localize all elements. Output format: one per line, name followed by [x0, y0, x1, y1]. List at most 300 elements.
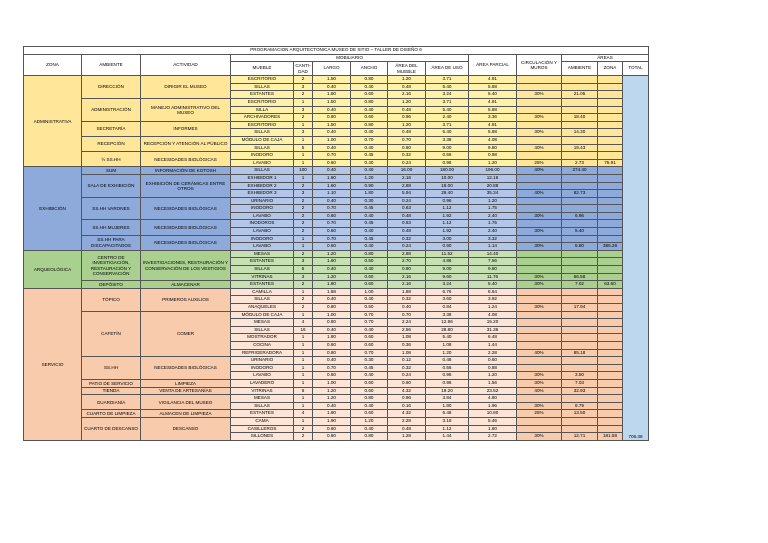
cell-area-mueble: 2.16 — [388, 281, 426, 289]
cell-cantidad: 3 — [294, 83, 313, 91]
cell-area-uso: 9.00 — [426, 266, 469, 274]
cell-area-ambiente — [562, 334, 598, 342]
cell-area-mueble: 5.94 — [388, 190, 426, 198]
cell-mueble: EXHIBIDOR 1 — [231, 174, 294, 182]
cell-area-uso: 11.52 — [426, 250, 469, 258]
cell-largo: 0.80 — [313, 319, 351, 327]
cell-area-parcial: 6.48 — [469, 334, 517, 342]
cell-cantidad: 2 — [294, 220, 313, 228]
cell-area-parcial: 196.00 — [469, 167, 517, 175]
cell-area-uso: 6.48 — [426, 410, 469, 418]
cell-cantidad: 2 — [294, 250, 313, 258]
cell-area-uso: 1.12 — [426, 220, 469, 228]
table-row — [24, 98, 649, 106]
cell-area-ambiente: 17.94 — [562, 304, 598, 312]
cell-area-zona — [598, 106, 623, 114]
cell-area-uso: 0.96 — [426, 197, 469, 205]
cell-largo: 0.70 — [313, 152, 351, 160]
cell-area-ambiente — [562, 296, 598, 304]
cell-ancho: 0.80 — [351, 395, 388, 403]
cell-area-parcial: 5.46 — [469, 417, 517, 425]
table-row — [24, 235, 649, 243]
cell-area-zona — [598, 334, 623, 342]
zone-name: SERVICIO — [24, 288, 82, 440]
cell-area-zona — [598, 304, 623, 312]
cell-area-ambiente — [562, 357, 598, 365]
cell-ancho: 0.60 — [351, 379, 388, 387]
cell-cantidad: 1 — [294, 372, 313, 380]
cell-area-zona — [598, 152, 623, 160]
cell-area-parcial: 1.24 — [469, 304, 517, 312]
cell-area-ambiente — [562, 174, 598, 182]
cell-area-zona — [598, 76, 623, 84]
cell-area-ambiente: 85.18 — [562, 349, 598, 357]
cell-area-ambiente — [562, 326, 598, 334]
cell-area-mueble: 0.60 — [388, 379, 426, 387]
cell-area-zona — [598, 197, 623, 205]
actividad-name: PRIMEROS AUXILIOS — [141, 288, 231, 311]
cell-largo: 1.20 — [313, 395, 351, 403]
cell-area-mueble: 0.32 — [388, 235, 426, 243]
cell-cantidad: 2 — [294, 182, 313, 190]
table-row — [24, 220, 649, 228]
cell-circulacion: 30% — [517, 372, 562, 380]
cell-cantidad: 2 — [294, 296, 313, 304]
cell-ancho: 0.30 — [351, 357, 388, 365]
cell-largo: 0.70 — [313, 235, 351, 243]
cell-area-zona — [598, 417, 623, 425]
actividad-name: NECESIDADES BIOLÓGICAS — [141, 220, 231, 235]
cell-mueble: LAVABO — [231, 159, 294, 167]
cell-area-mueble: 1.88 — [388, 288, 426, 296]
cell-cantidad: 1 — [294, 379, 313, 387]
cell-area-mueble: 0.63 — [388, 220, 426, 228]
cell-area-parcial: 1.14 — [469, 243, 517, 251]
header-ambiente: AMBIENTE — [82, 54, 141, 76]
cell-area-parcial: 5.88 — [469, 129, 517, 137]
cell-area-ambiente: 7.02 — [562, 281, 598, 289]
cell-cantidad: 6 — [294, 387, 313, 395]
cell-largo: 0.80 — [313, 114, 351, 122]
cell-largo: 1.50 — [313, 76, 351, 84]
cell-area-parcial: 4.91 — [469, 76, 517, 84]
cell-circulacion — [517, 250, 562, 258]
cell-circulacion — [517, 266, 562, 274]
cell-mueble: INODORO — [231, 152, 294, 160]
cell-ancho: 0.40 — [351, 144, 388, 152]
ambiente-name: PATIO DE SERVICIO — [82, 379, 141, 387]
cell-area-zona — [598, 114, 623, 122]
cell-mueble: SILLAS — [231, 266, 294, 274]
cell-area-zona — [598, 379, 623, 387]
cell-cantidad: 1 — [294, 152, 313, 160]
cell-area-mueble: 1.20 — [388, 121, 426, 129]
cell-area-uso: 1.80 — [426, 402, 469, 410]
cell-largo: 1.00 — [313, 379, 351, 387]
cell-area-zona — [598, 144, 623, 152]
cell-ancho: 0.60 — [351, 273, 388, 281]
table-row — [24, 410, 649, 418]
cell-cantidad: 1 — [294, 159, 313, 167]
cell-cantidad: 16 — [294, 326, 313, 334]
cell-mueble: MESAS — [231, 395, 294, 403]
ambiente-name: SUM — [82, 167, 141, 175]
actividad-name: COMER — [141, 311, 231, 357]
header-zona: ZONA — [24, 54, 82, 76]
table-row — [24, 379, 649, 387]
cell-cantidad: 2 — [294, 304, 313, 312]
cell-area-mueble: 1.08 — [388, 349, 426, 357]
cell-circulacion — [517, 296, 562, 304]
cell-cantidad: 2 — [294, 205, 313, 213]
cell-area-parcial: 3.32 — [469, 235, 517, 243]
cell-ancho: 0.40 — [351, 296, 388, 304]
cell-area-parcial: 23.52 — [469, 387, 517, 395]
cell-area-parcial: 11.76 — [469, 273, 517, 281]
table-row — [24, 167, 649, 175]
cell-circulacion: 30% — [517, 304, 562, 312]
cell-cantidad: 4 — [294, 319, 313, 327]
cell-ancho: 0.40 — [351, 326, 388, 334]
cell-area-zona: 385.29 — [598, 243, 623, 251]
cell-area-zona — [598, 121, 623, 129]
cell-ancho: 0.60 — [351, 410, 388, 418]
cell-ancho: 0.45 — [351, 152, 388, 160]
cell-area-ambiente: 6.96 — [562, 212, 598, 220]
cell-area-zona — [598, 288, 623, 296]
cell-mueble: URINARIO — [231, 197, 294, 205]
cell-area-uso: 0.96 — [426, 372, 469, 380]
cell-area-ambiente: 13.50 — [562, 410, 598, 418]
cell-largo: 0.70 — [313, 205, 351, 213]
cell-area-mueble: 2.88 — [388, 250, 426, 258]
cell-area-uso: 9.60 — [426, 273, 469, 281]
cell-largo: 0.80 — [313, 349, 351, 357]
cell-mueble: ESTANTES — [231, 258, 294, 266]
cell-mueble: COCINA — [231, 341, 294, 349]
cell-area-ambiente — [562, 364, 598, 372]
cell-area-parcial: 4.91 — [469, 121, 517, 129]
cell-area-parcial: 4.80 — [469, 395, 517, 403]
cell-circulacion — [517, 258, 562, 266]
cell-area-uso: 3.24 — [426, 281, 469, 289]
cell-largo: 0.60 — [313, 159, 351, 167]
cell-largo: 0.60 — [313, 228, 351, 236]
cell-ancho: 1.20 — [351, 174, 388, 182]
cell-circulacion — [517, 357, 562, 365]
cell-area-uso: 3.71 — [426, 76, 469, 84]
cell-area-ambiente: 5.40 — [562, 228, 598, 236]
cell-area-mueble: 4.32 — [388, 410, 426, 418]
cell-ancho: 1.80 — [351, 190, 388, 198]
cell-ancho: 0.45 — [351, 364, 388, 372]
cell-largo: 1.80 — [313, 334, 351, 342]
cell-area-zona — [598, 357, 623, 365]
cell-area-ambiente — [562, 266, 598, 274]
ambiente-name: CENTRO DE INVESTIGACIÓN, RESTAURACIÓN Y CONSERVACIÓN — [82, 250, 141, 280]
cell-area-ambiente — [562, 152, 598, 160]
cell-area-uso: 5.40 — [426, 129, 469, 137]
cell-area-mueble: 2.56 — [388, 326, 426, 334]
cell-cantidad: 1 — [294, 417, 313, 425]
cell-area-uso: 3.60 — [426, 296, 469, 304]
cell-mueble: SILLAS — [231, 129, 294, 137]
cell-area-uso: 0.84 — [426, 304, 469, 312]
cell-area-parcial: 2.72 — [469, 433, 517, 441]
cell-area-zona — [598, 319, 623, 327]
actividad-name: MANEJO ADMINISTRATIVO DEL MUSEO — [141, 98, 231, 121]
cell-area-ambiente — [562, 417, 598, 425]
cell-area-zona — [598, 296, 623, 304]
cell-cantidad: 4 — [294, 410, 313, 418]
cell-ancho: 0.40 — [351, 372, 388, 380]
cell-cantidad: 2 — [294, 281, 313, 289]
cell-area-uso: 28.80 — [426, 326, 469, 334]
cell-area-uso: 12.96 — [426, 319, 469, 327]
cell-area-ambiente: 2.73 — [562, 159, 598, 167]
cell-circulacion: 40% — [517, 167, 562, 175]
ambiente-name: RECEPCIÓN — [82, 136, 141, 151]
cell-area-mueble: 2.24 — [388, 319, 426, 327]
cell-area-mueble: 0.16 — [388, 402, 426, 410]
cell-area-mueble: 1.28 — [388, 433, 426, 441]
cell-mueble: MÓDULO DE CAJA — [231, 136, 294, 144]
cell-largo: 0.40 — [313, 106, 351, 114]
cell-area-mueble: 0.24 — [388, 197, 426, 205]
cell-area-parcial: 9.80 — [469, 266, 517, 274]
cell-area-parcial: 2.28 — [469, 349, 517, 357]
cell-ancho: 0.40 — [351, 402, 388, 410]
cell-area-ambiente — [562, 311, 598, 319]
cell-ancho: 0.45 — [351, 235, 388, 243]
ambiente-name: SS.HH PARA DISCAPACITADOS — [82, 235, 141, 250]
cell-area-zona — [598, 83, 623, 91]
cell-largo: 0.60 — [313, 341, 351, 349]
ambiente-name: SS.HH — [82, 357, 141, 380]
cell-area-uso: 3.00 — [426, 235, 469, 243]
actividad-name: LIMPIEZA — [141, 379, 231, 387]
cell-area-uso: 5.40 — [426, 83, 469, 91]
cell-area-parcial: 0.88 — [469, 364, 517, 372]
cell-circulacion: 30% — [517, 228, 562, 236]
actividad-name: INFORMES — [141, 121, 231, 136]
cell-area-ambiente: 7.03 — [562, 379, 598, 387]
cell-largo: 1.80 — [313, 281, 351, 289]
table-row — [24, 250, 649, 258]
cell-largo: 0.40 — [313, 326, 351, 334]
cell-area-parcial: 5.40 — [469, 281, 517, 289]
cell-largo: 1.90 — [313, 417, 351, 425]
cell-ancho: 0.80 — [351, 121, 388, 129]
cell-area-zona — [598, 349, 623, 357]
cell-largo: 1.10 — [313, 190, 351, 198]
cell-area-zona — [598, 228, 623, 236]
cell-circulacion: 25% — [517, 159, 562, 167]
cell-ancho: 0.40 — [351, 228, 388, 236]
cell-ancho: 0.80 — [351, 250, 388, 258]
cell-area-uso: 2.40 — [426, 114, 469, 122]
actividad-name: RECEPCIÓN Y ATENCIÓN AL PÚBLICO — [141, 136, 231, 151]
cell-area-parcial: 2.40 — [469, 228, 517, 236]
cell-area-mueble: 2.70 — [388, 258, 426, 266]
cell-mueble: SILLAS — [231, 144, 294, 152]
cell-area-parcial: 1.20 — [469, 197, 517, 205]
table-row — [24, 197, 649, 205]
cell-area-uso: 1.92 — [426, 212, 469, 220]
cell-largo: 1.50 — [313, 98, 351, 106]
actividad-name: NECESIDADES BIOLÓGICAS — [141, 235, 231, 250]
header-area-mueble: ÁREA DEL MUEBLE — [388, 62, 426, 76]
cell-ancho: 0.60 — [351, 334, 388, 342]
cell-circulacion — [517, 136, 562, 144]
cell-circulacion — [517, 197, 562, 205]
cell-ancho: 0.70 — [351, 136, 388, 144]
cell-area-parcial: 0.98 — [469, 152, 517, 160]
actividad-name: NECESIDADES BIOLÓGICAS — [141, 152, 231, 167]
cell-mueble: SILLA — [231, 106, 294, 114]
cell-ancho: 0.50 — [351, 258, 388, 266]
cell-circulacion — [517, 417, 562, 425]
cell-mueble: URINARIO — [231, 357, 294, 365]
cell-ancho: 0.60 — [351, 114, 388, 122]
cell-largo: 1.20 — [313, 250, 351, 258]
cell-cantidad: 1 — [294, 98, 313, 106]
cell-area-mueble: 0.40 — [388, 304, 426, 312]
header-mobiliario: MOBILIARIO — [231, 54, 469, 62]
cell-area-ambiente — [562, 182, 598, 190]
cell-area-mueble: 2.16 — [388, 174, 426, 182]
cell-area-ambiente — [562, 341, 598, 349]
cell-mueble: SILLAS — [231, 296, 294, 304]
cell-mueble: LAVABO — [231, 243, 294, 251]
header-areas-ambiente: AMBIENTE — [562, 62, 598, 76]
cell-area-zona — [598, 387, 623, 395]
cell-area-zona — [598, 364, 623, 372]
cell-mueble: MOSTRADOR — [231, 334, 294, 342]
cell-area-mueble: 0.48 — [388, 425, 426, 433]
cell-circulacion — [517, 319, 562, 327]
cell-cantidad: 1 — [294, 357, 313, 365]
cell-area-ambiente — [562, 205, 598, 213]
cell-ancho: 0.60 — [351, 281, 388, 289]
cell-area-zona — [598, 410, 623, 418]
cell-mueble: ESCRITORIO — [231, 76, 294, 84]
header-cantidad: CANTI-DAD — [295, 63, 311, 74]
cell-area-uso: 0.90 — [426, 243, 469, 251]
cell-largo: 1.80 — [313, 258, 351, 266]
cell-area-zona — [598, 266, 623, 274]
cell-area-zona — [598, 273, 623, 281]
table-row — [24, 281, 649, 289]
cell-largo: 1.80 — [313, 174, 351, 182]
cell-mueble: MÓDULO DE CAJA — [231, 311, 294, 319]
cell-cantidad: 1 — [294, 395, 313, 403]
cell-circulacion — [517, 425, 562, 433]
cell-mueble: ESCRITORIO — [231, 98, 294, 106]
cell-area-parcial: 15.20 — [469, 319, 517, 327]
actividad-name: ALMACENAR — [141, 281, 231, 289]
cell-area-parcial: 14.40 — [469, 250, 517, 258]
cell-area-uso: 10.00 — [426, 174, 469, 182]
cell-area-mueble: 0.80 — [388, 144, 426, 152]
cell-circulacion — [517, 76, 562, 84]
cell-ancho: 0.40 — [351, 243, 388, 251]
cell-largo: 1.00 — [313, 136, 351, 144]
header-actividad: ACTIVIDAD — [141, 54, 231, 76]
ambiente-name: SECRETARÍA — [82, 121, 141, 136]
cell-area-mueble: 0.24 — [388, 372, 426, 380]
cell-area-uso: 0.48 — [426, 357, 469, 365]
header-ancho: ANCHO — [351, 62, 388, 76]
cell-area-uso: 1.08 — [426, 341, 469, 349]
cell-area-parcial: 20.88 — [469, 182, 517, 190]
cell-area-zona — [598, 174, 623, 182]
cell-area-mueble: 16.00 — [388, 167, 426, 175]
cell-area-mueble: 0.48 — [388, 106, 426, 114]
actividad-name: VENTA DE ARTESANÍAS — [141, 387, 231, 395]
cell-area-parcial: 7.56 — [469, 258, 517, 266]
cell-circulacion: 30% — [517, 243, 562, 251]
cell-mueble: SILLONES — [231, 433, 294, 441]
cell-area-ambiente: 3.50 — [562, 372, 598, 380]
actividad-name: ALMACEN DE LIMPIEZA — [141, 410, 231, 418]
cell-cantidad: 3 — [294, 129, 313, 137]
cell-ancho: 0.40 — [351, 83, 388, 91]
table-row — [24, 76, 649, 84]
cell-area-zona — [598, 258, 623, 266]
cell-largo: 0.40 — [313, 144, 351, 152]
cell-area-parcial: 0.60 — [469, 357, 517, 365]
cell-area-ambiente: 8.79 — [562, 402, 598, 410]
cell-area-ambiente: 19.43 — [562, 144, 598, 152]
cell-area-mueble: 1.20 — [388, 98, 426, 106]
cell-area-mueble: 2.16 — [388, 273, 426, 281]
cell-circulacion: 30% — [517, 129, 562, 137]
cell-cantidad: 2 — [294, 91, 313, 99]
cell-area-parcial: 3.92 — [469, 296, 517, 304]
cell-circulacion: 40% — [517, 144, 562, 152]
cell-cantidad: 1 — [294, 121, 313, 129]
cell-mueble: INODORO — [231, 364, 294, 372]
cell-ancho: 0.50 — [351, 304, 388, 312]
cell-area-mueble: 2.16 — [388, 91, 426, 99]
cell-circulacion: 30% — [517, 433, 562, 441]
zone-name: EXHIBICIÓN — [24, 167, 82, 251]
cell-area-uso: 5.40 — [426, 106, 469, 114]
cell-ancho: 1.20 — [351, 417, 388, 425]
cell-mueble: MESAS — [231, 250, 294, 258]
cell-area-parcial: 4.08 — [469, 311, 517, 319]
zone-name: ADMINISTRATIVA — [24, 76, 82, 167]
cell-largo: 0.40 — [313, 296, 351, 304]
header-area-parcial: ÁREA PARCIAL — [469, 54, 517, 76]
cell-area-ambiente: 32.93 — [562, 387, 598, 395]
cell-area-uso: 19.20 — [426, 387, 469, 395]
cell-area-mueble: 0.12 — [388, 357, 426, 365]
cell-largo: 0.40 — [313, 357, 351, 365]
cell-area-parcial: 2.40 — [469, 212, 517, 220]
cell-circulacion — [517, 106, 562, 114]
cell-ancho: 0.30 — [351, 197, 388, 205]
ambiente-name: DIRECCIÓN — [82, 76, 141, 99]
cell-area-mueble: 1.08 — [388, 334, 426, 342]
header-largo: LARGO — [313, 62, 351, 76]
cell-circulacion — [517, 288, 562, 296]
cell-area-mueble: 0.70 — [388, 311, 426, 319]
cell-cantidad: 1 — [294, 402, 313, 410]
cell-area-zona — [598, 250, 623, 258]
cell-area-uso: 5.40 — [426, 334, 469, 342]
